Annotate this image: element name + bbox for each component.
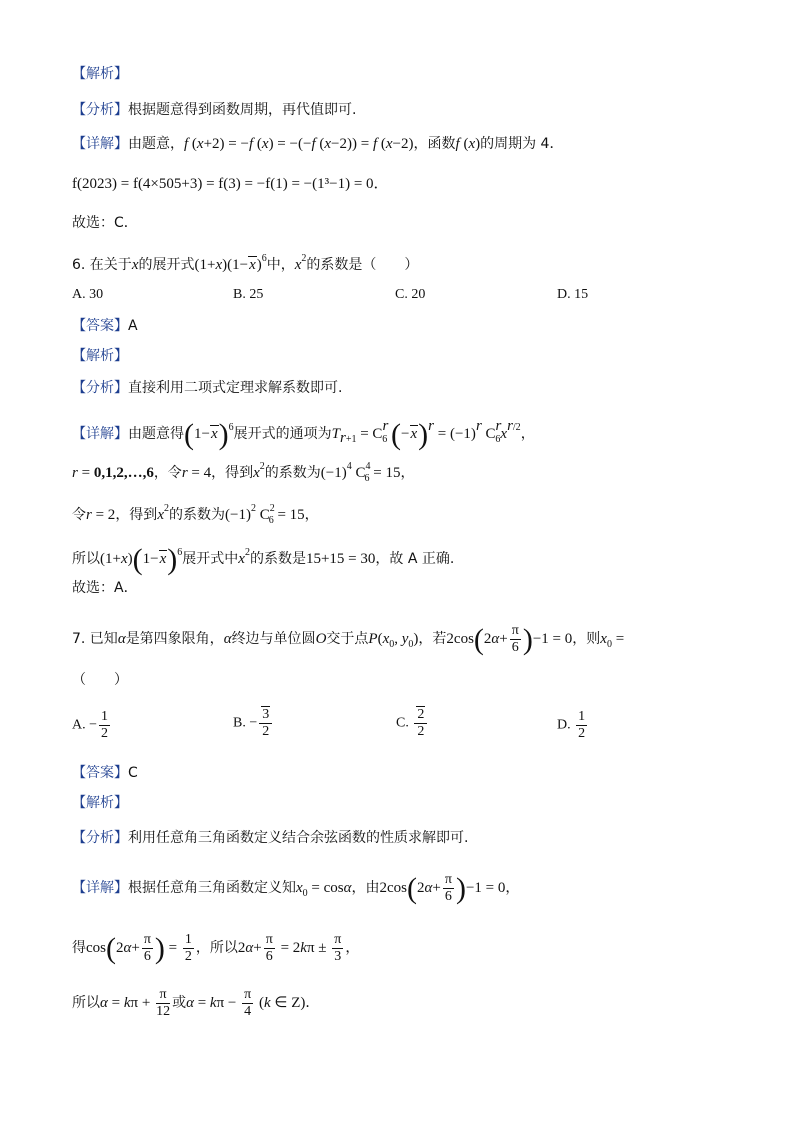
q6-option-d[interactable]: D. 15 xyxy=(557,287,589,302)
daan-label: 【答案】 xyxy=(72,765,128,781)
q7-xiangjie-text: 根据任意角三角函数定义知 xyxy=(128,879,296,896)
q7-xiangjie-line: 【详解】根据任意角三角函数定义知$x_0 = \cos\alpha$，由2cos(2α+ $\frac{\pi}{6}$ )−1 = 0， xyxy=(72,871,520,905)
xiangjie-label: 【详解】 xyxy=(72,879,128,896)
q6-line2: r = 0,1,2,…,6，令r = 4，得到$x^2$的系数为$(-1)^4$ $C^4_6 = 15$， xyxy=(72,461,415,484)
xiangjie-text: 由题意， xyxy=(128,136,184,152)
q6-stem-mid2: 中， xyxy=(266,257,295,273)
q6-line3: 令r = 2，得到$x^2$的系数为$(-1)^2$ $C^2_6 = 15$， xyxy=(72,503,319,526)
q6-expression: $(1+x)(1-x)^6$ xyxy=(194,253,267,273)
q6-answer: A xyxy=(128,318,138,334)
q6-line4-mid: 展开式中 xyxy=(182,551,239,567)
q6-line2-text: ，令 xyxy=(153,465,182,481)
q6-stem-x: x xyxy=(131,257,139,273)
q6-fenxi-text: 直接利用二项式定理求解系数即可. xyxy=(128,380,343,396)
q6-stem: 6. 在关于x的展开式$(1+x)(1-x)^6$中，$x^2$的系数是（ ） xyxy=(72,253,419,273)
choose-line-1: 故选：C． xyxy=(72,215,138,231)
q7-fenxi-line xyxy=(72,828,468,848)
q7-de: 得 xyxy=(72,939,86,956)
q6-xiangjie-line: 【详解】由题意得$(1-x)^6$展开式的通项为$T_{r+1} = C^r_6$ $(-x)^r = (-1)^r$ $C^r_6x^{r/2}$， xyxy=(72,418,535,451)
q6-answer-line xyxy=(72,316,138,336)
period-tail: 的周期为 4． xyxy=(480,136,564,152)
q6-line2-text2: ，得到 xyxy=(211,465,254,481)
q6-line3-prefix: 令 xyxy=(72,507,86,523)
q7-huo: 或 xyxy=(172,994,187,1011)
q7-option-c[interactable]: C. $\frac{2}{2}$ xyxy=(396,707,429,740)
q7-line2: 得cos(2α+ $\frac{\pi}{6}$ ) = $\frac{1}{2}$ ，所以2α+ $\frac{\pi}{6}$ = 2kπ ± $\frac{\pi}{3}$ ， xyxy=(72,931,360,965)
fenxi-label: 【分析】 xyxy=(72,102,128,118)
q7-suoyi2: 所以 xyxy=(72,994,100,1011)
q7-option-b[interactable]: B. − $\frac{3}{2}$ xyxy=(233,707,274,740)
formula-f2023: f(2023) = f(4×505+3) = f(3) = −f(1) = −(1³−1) = 0． xyxy=(72,176,389,192)
xiangjie-label: 【详解】 xyxy=(72,426,128,442)
daan-label: 【答案】 xyxy=(72,318,128,334)
q6-line4: 所以$(1+x)(1-x)^6$展开式中$x^2$的系数是15+15 = 30，故 A 正确. xyxy=(72,543,455,576)
q7-answer-line xyxy=(72,763,138,783)
q7-suoyi1: ，所以 xyxy=(195,939,238,956)
fenxi-line-1 xyxy=(72,100,356,120)
q6-option-b[interactable]: B. 25 xyxy=(233,287,264,302)
q6-line3-text: ，得到 xyxy=(115,507,158,523)
fenxi-text: 根据题意得到函数周期，再代值即可. xyxy=(128,102,357,118)
jiexi-label-3: 【解析】 xyxy=(72,795,128,811)
q7-answer: C xyxy=(128,765,138,781)
fenxi-label: 【分析】 xyxy=(72,380,128,396)
q7-fenxi-text: 利用任意角三角函数定义结合余弦函数的性质求解即可. xyxy=(128,830,469,846)
period-text: ，函数 xyxy=(413,136,456,152)
q7-stem-t1: 是第四象限角， xyxy=(125,630,224,647)
xiangjie-label: 【详解】 xyxy=(72,136,128,152)
q7-stem-t2: 终边与单位圆 xyxy=(231,630,316,647)
q6-xiangjie-text: 由题意得 xyxy=(128,426,184,442)
q6-stem-tail: 的系数是（ ） xyxy=(306,257,419,273)
q7-stem-t5: ，则 xyxy=(572,630,601,647)
q6-line3-text2: 的系数为 xyxy=(168,507,225,523)
q6-line2-text3: 的系数为 xyxy=(264,465,321,481)
q6-general-term: $T_{r+1} = C^r_6$ $(-x)^r = (-1)^r$ $C^r_6x^{r/2}$ xyxy=(331,418,521,451)
q6-fenxi-line xyxy=(72,378,342,398)
q7-option-d[interactable]: D. $\frac{1}{2}$ xyxy=(557,709,586,741)
q6-stem-prefix: 6. 在关于 xyxy=(72,257,132,273)
q7-stem-t4: ，若 xyxy=(418,630,447,647)
q6-option-c[interactable]: C. 20 xyxy=(395,287,426,302)
q7-stem-prefix: 7. 已知 xyxy=(72,630,118,647)
q6-line4-tail: ，故 A 正确. xyxy=(375,551,455,567)
q6-line4-prefix: 所以 xyxy=(72,551,100,567)
choose-line-2: 故选：A． xyxy=(72,580,138,596)
xiangjie-line-1: 【详解】由题意，f (x+2) = −f (x) = −(−f (x−2)) = f (x−2)，函数f (x)的周期为 4． xyxy=(72,136,564,152)
q6-line4-mid2: 的系数是 xyxy=(249,551,306,567)
q6-option-a[interactable]: A. 30 xyxy=(72,287,104,302)
q7-stem: 7. 已知α是第四象限角，α终边与单位圆O交于点$P(x_0$, $y_0$)，若2cos(2α+ $\frac{\pi}{6}$ )−1 = 0，则$x_0$ = xyxy=(72,622,625,656)
jiexi-label-1: 【解析】 xyxy=(72,66,128,82)
fenxi-label: 【分析】 xyxy=(72,830,128,846)
jiexi-label-2: 【解析】 xyxy=(72,348,128,364)
q7-line3: 所以α = kπ + $\frac{\pi}{12}$ 或α = kπ − $\frac{\pi}{4}$ (k ∈ Z)． xyxy=(72,987,320,1019)
q7-option-a[interactable]: A. − $\frac{1}{2}$ xyxy=(72,709,109,741)
q6-xiangjie-text2: 展开式的通项为 xyxy=(233,426,332,442)
formula-period: f (x+2) = −f (x) = −(−f (x−2)) = f (x−2) xyxy=(184,136,414,152)
q7-paren: （ ） xyxy=(72,672,128,688)
q6-stem-mid: 的展开式 xyxy=(138,257,195,273)
q7-xiangjie-text2: ，由 xyxy=(351,879,380,896)
q7-stem-t3: 交于点 xyxy=(326,630,369,647)
